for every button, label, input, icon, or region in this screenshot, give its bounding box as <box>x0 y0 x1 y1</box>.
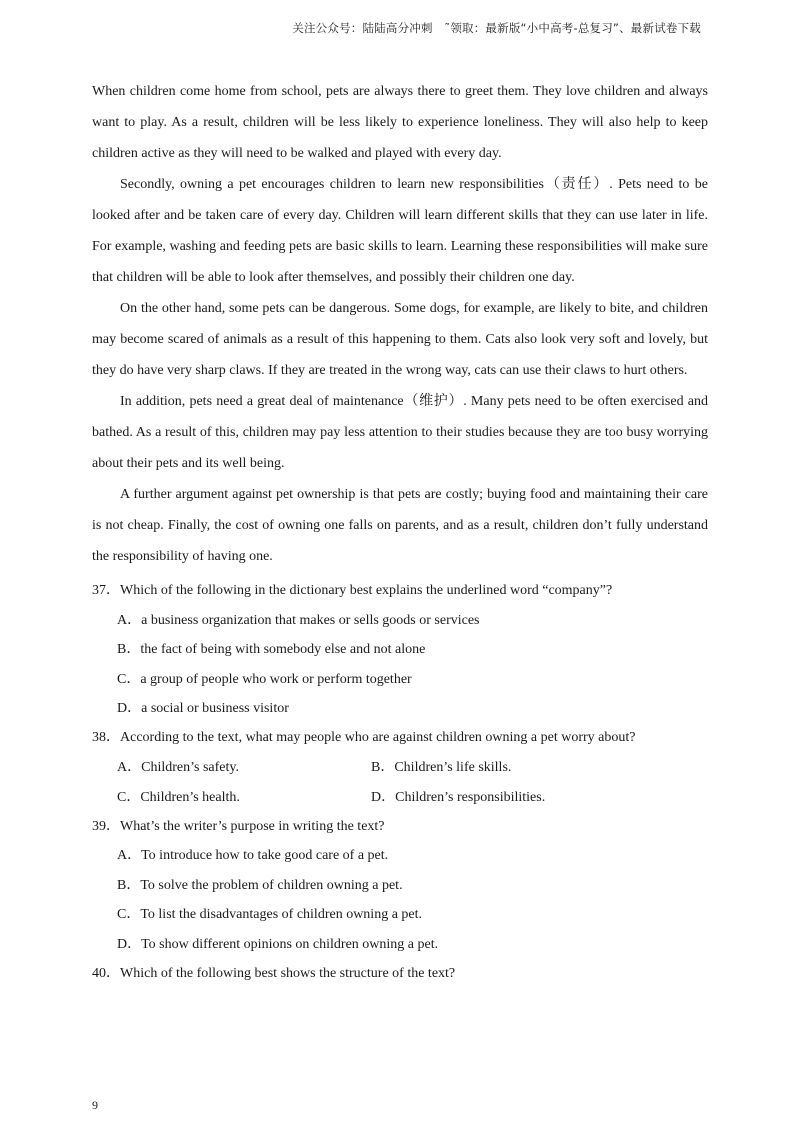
answer-option: D．To show different opinions on children owning a pet. <box>117 936 439 952</box>
passage-paragraph: When children come home from school, pets are always there to greet them. They love children and always want to play. As a result, children will be less likely to experience loneliness. They will also help to keep children active as they will need to be walked and played with every day. <box>92 84 708 161</box>
answer-option: D．Children’s responsibilities. <box>371 789 546 805</box>
answer-option: B．Children’s life skills. <box>371 759 512 775</box>
answer-option: A．a business organization that makes or sells goods or services <box>117 612 480 628</box>
question-37 <box>92 581 708 719</box>
question-38 <box>92 728 708 807</box>
passage-paragraph: Secondly, owning a pet encourages children to learn new responsibilities（责任）. Pets need to be looked after and be taken care of every day. Children will learn different skills that they can use later in life. For example, washing and feeding pets are basic skills to learn. Learning these responsibilities will make sure that children will be able to look after themselves, and possibly their children one day. <box>92 177 708 285</box>
answer-option: A．Children’s safety. <box>117 759 239 775</box>
passage-paragraph: A further argument against pet ownership is that pets are costly; buying food and maintaining their care is not cheap. Finally, the cost of owning one falls on parents, and as a result, children don’t fully understand the responsibility of having one. <box>92 487 708 564</box>
page-content <box>92 76 708 984</box>
answer-option: C．a group of people who work or perform together <box>117 671 412 687</box>
answer-option: D．a social or business visitor <box>117 701 289 717</box>
question-stem: 37．Which of the following in the dictionary best explains the underlined word “company”? <box>92 583 613 598</box>
answer-option-row <box>117 788 708 808</box>
page-header-banner: 关注公众号：陆陆高分冲刺 ˜领取：最新版“小中高考-总复习”、最新试卷下载 <box>292 21 701 35</box>
answer-option: A．To introduce how to take good care of a pet. <box>117 848 389 864</box>
passage-paragraph: In addition, pets need a great deal of maintenance（维护）. Many pets need to be often exercised and bathed. As a result of this, children may pay less attention to their studies because they are too busy worrying about their pets and its well being. <box>92 394 708 471</box>
answer-option-row <box>117 758 708 778</box>
question-39 <box>92 817 708 955</box>
page-number: 9 <box>92 1098 98 1112</box>
answer-option: C．Children’s health. <box>117 789 240 805</box>
answer-option: C．To list the disadvantages of children owning a pet. <box>117 907 423 923</box>
answer-option: B．To solve the problem of children owning a pet. <box>117 877 403 893</box>
question-40 <box>92 964 708 984</box>
answer-option: B．the fact of being with somebody else and not alone <box>117 642 426 658</box>
question-stem: 39．What’s the writer’s purpose in writing the text? <box>92 818 385 834</box>
passage-paragraph: On the other hand, some pets can be dangerous. Some dogs, for example, are likely to bite, and children may become scared of animals as a result of this happening to them. Cats also look very soft and lovely, but they do have very sharp claws. If they are treated in the wrong way, cats can use their claws to hurt others. <box>92 301 708 378</box>
question-stem: 38．According to the text, what may people who are against children owning a pet worry about? <box>92 730 636 746</box>
question-stem: 40．Which of the following best shows the structure of the text? <box>92 965 456 981</box>
